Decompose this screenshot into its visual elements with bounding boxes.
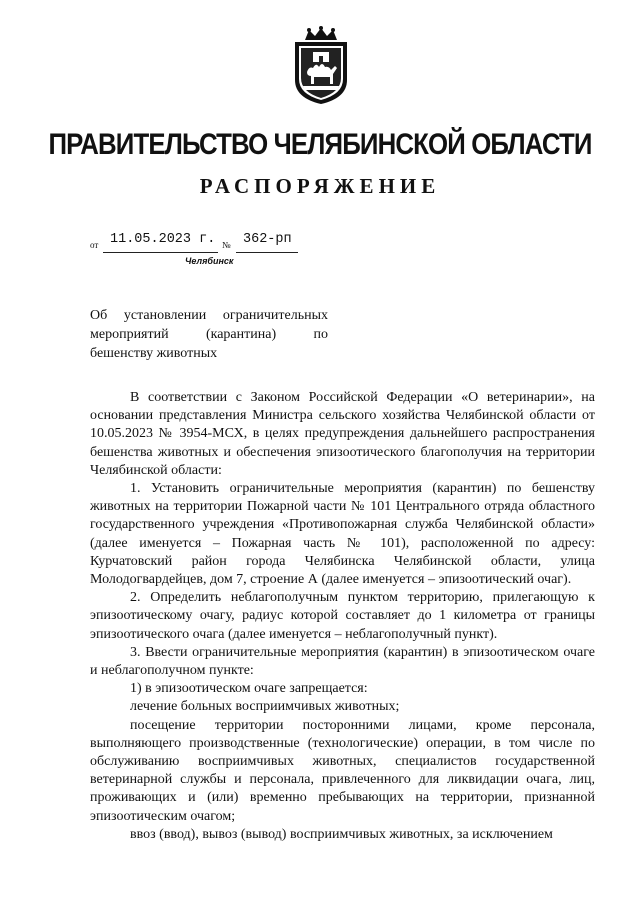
date-prefix: от <box>90 240 99 250</box>
number-underline <box>236 252 298 253</box>
coat-of-arms-icon <box>289 26 353 106</box>
subject-text: бешенству животных <box>90 346 218 361</box>
item-1-paragraph: 1. Установить ограничительные мероприятия (карантин) по бешенству животных на территории Пожарной части № 101 Центрального отряда областного государственного учреждения «Противопожарная служба Челябинской области» (далее именуется – Пожарная часть № 101), расположенной по адресу: Курчатовский район города Челябинска Челябинской области, улица Молодогвардейцев, дом 7, строение А (далее именуется – эпизоотический очаг). <box>90 481 595 588</box>
document-type: РАСПОРЯЖЕНИЕ <box>199 174 441 198</box>
document-date: 11.05.2023 г. <box>110 232 216 247</box>
item-3-paragraph: 3. Ввести ограничительные мероприятия (карантин) в эпизоотическом очаге и неблагополучном пункте: <box>90 644 595 679</box>
government-title: ПРАВИТЕЛЬСТВО ЧЕЛЯБИНСКОЙ ОБЛАСТИ <box>48 128 592 161</box>
subject-word: по <box>313 327 328 342</box>
prohibition-visits: посещение территории посторонними лицами, кроме персонала, выполняющего производственные (технологические) операции, в том числе по обслуживанию восприимчивых животных, специалистов государственной ветеринарной службы и персонала, привлеченного для ликвидации очага, лиц, проживающих и (или) временно пребывающих на территории, признанной эпизоотическим очагом; <box>90 717 595 824</box>
subject-line-1 <box>90 306 328 325</box>
prohibition-transport: ввоз (ввод), вывоз (вывод) восприимчивых животных, за исключением <box>130 826 553 842</box>
subject-line-3 <box>90 344 328 363</box>
subject-word: Об <box>90 308 108 323</box>
document-subject <box>90 306 328 363</box>
preamble-paragraph: В соответствии с Законом Российской Федерации «О ветеринарии», на основании представления Министра сельского хозяйства Челябинской области от 10.05.2023 № 3954-МСХ, в целях предупреждения дальнейшего распространения бешенства животных и обеспечения эпизоотического благополучия на территории Челябинской области: <box>90 390 595 478</box>
document-body <box>90 389 595 844</box>
prohibition-treatment: лечение больных восприимчивых животных; <box>130 699 400 715</box>
document-number: 362-рп <box>243 232 292 247</box>
city-label: Челябинск <box>185 256 234 266</box>
subject-word: мероприятий <box>90 327 169 342</box>
subject-line-2 <box>90 325 328 344</box>
subitem-1-paragraph: 1) в эпизоотическом очаге запрещается: <box>130 681 368 697</box>
item-2-paragraph: 2. Определить неблагополучным пунктом территорию, прилегающую к эпизоотическому очагу, радиус которой составляет до 1 километра от границы эпизоотического очага (далее именуется – неблагополучный пункт). <box>90 590 595 642</box>
date-underline <box>103 252 218 253</box>
subject-word: установлении <box>123 308 207 323</box>
subject-word: ограничительных <box>222 308 328 323</box>
number-prefix: № <box>222 240 231 250</box>
subject-word: (карантина) <box>205 327 277 342</box>
